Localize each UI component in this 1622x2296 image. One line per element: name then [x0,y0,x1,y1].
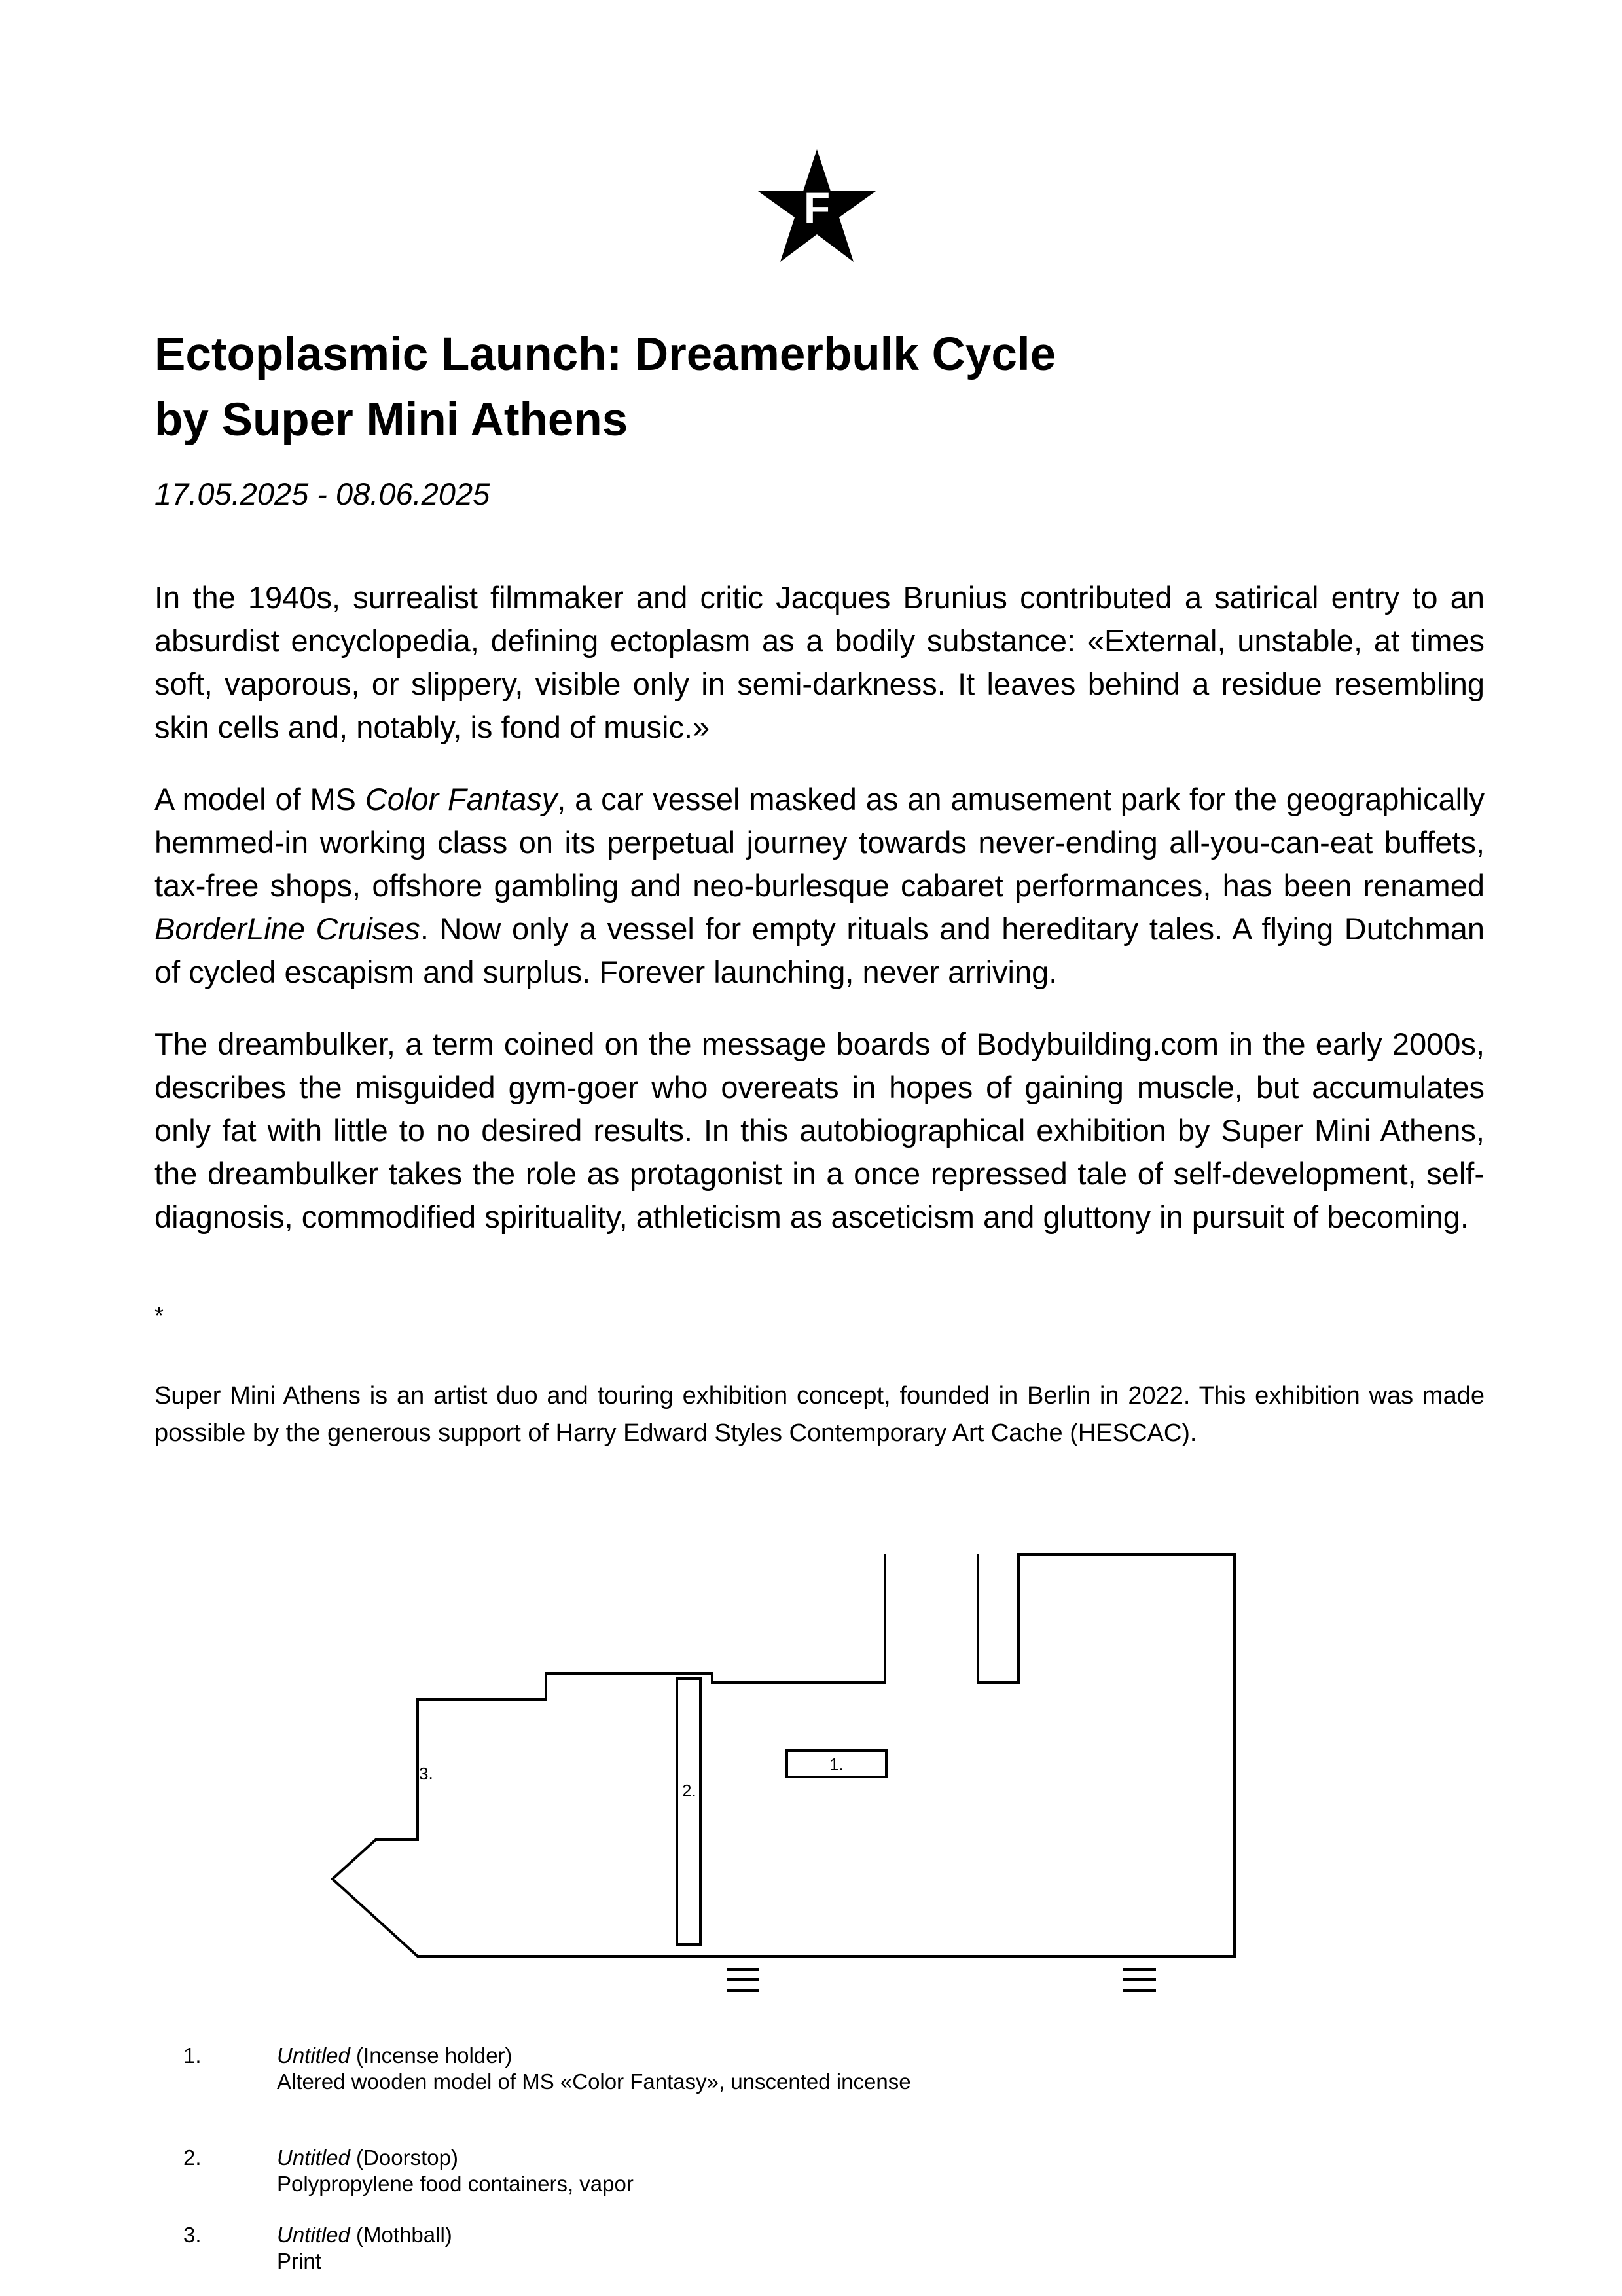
entrance-icon-right [1123,1969,1156,1990]
page-title [154,322,1490,453]
work-materials: Polypropylene food containers, vapor [277,2172,634,2196]
entrance-icon-left [727,1969,759,1990]
work-title: Untitled [277,2043,350,2068]
work-materials: Altered wooden model of MS «Color Fantasy», unscented incense [277,2069,911,2094]
work-title: Untitled [277,2145,350,2170]
paragraph-1: In the 1940s, surrealist filmmaker and critic Jacques Brunius contributed a satirical entry to an absurdist encyclopedia, defining ectoplasm as a bodily substance: «External, unstable, at times soft, vaporous, or slippery, visible only in semi-darkness. It leaves behind a residue resembling skin cells and, notably, is fond of music.» [154,580,1485,744]
paragraph-2: A model of MS Color Fantasy, a car vessel masked as an amusement park for the geographically hemmed-in working class on its perpetual journey towards never-ending all-you-can-eat buffets, tax-free shops, offshore gambling and neo-burlesque cabaret performances, has been renamed BorderLine Cruises. Now only a vessel for empty rituals and hereditary tales. A flying Dutchman of cycled escapism and surplus. Forever launching, never arriving. [154,782,1485,989]
logo-letter: F [803,183,831,232]
cruise-name: BorderLine Cruises [154,911,420,946]
work-materials: Print [277,2249,321,2273]
list-item: 2. Untitled (Doorstop) Polypropylene food containers, vapor [183,2145,634,2196]
plan-label-1: 1. [829,1755,844,1774]
body-text [154,576,1485,1267]
star-f-logo [758,149,876,262]
credit-note: Super Mini Athens is an artist duo and touring exhibition concept, founded in Berlin in 2022. This exhibition was made possible by the generous support of Harry Edward Styles Contemporary Art Cache (HESCAC). [154,1382,1485,1447]
floor-plan [0,1506,1622,2016]
plan-label-3: 3. [419,1764,433,1783]
title-line-2: by Super Mini Athens [154,394,628,446]
separator: * [154,1302,164,1329]
list-item: 1. Untitled (Incense holder) Altered wooden model of MS «Color Fantasy», unscented incense [183,2043,911,2094]
paragraph-3: The dreambulker, a term coined on the message boards of Bodybuilding.com in the early 2000s, describes the misguided gym-goer who overeats in hopes of gaining muscle, but accumulates only fat with little to no desired results. In this autobiographical exhibition by Super Mini Athens, the dreambulker takes the role as protagonist in a once repressed tale of self-development, self-diagnosis, commodified spirituality, athleticism as asceticism and gluttony in pursuit of becoming. [154,1027,1485,1234]
list-item: 3. Untitled (Mothball) Print [183,2223,452,2273]
title-line-1: Ectoplasmic Launch: Dreamerbulk Cycle [154,329,1056,380]
floor-plan-outline [333,1554,1235,1956]
exhibition-dates: 17.05.2025 - 08.06.2025 [154,477,490,511]
plan-label-2: 2. [682,1781,696,1800]
work-title: Untitled [277,2223,350,2247]
plan-element-2 [677,1679,700,1944]
ship-name: Color Fantasy [365,782,558,816]
works-list [183,2043,1427,2274]
